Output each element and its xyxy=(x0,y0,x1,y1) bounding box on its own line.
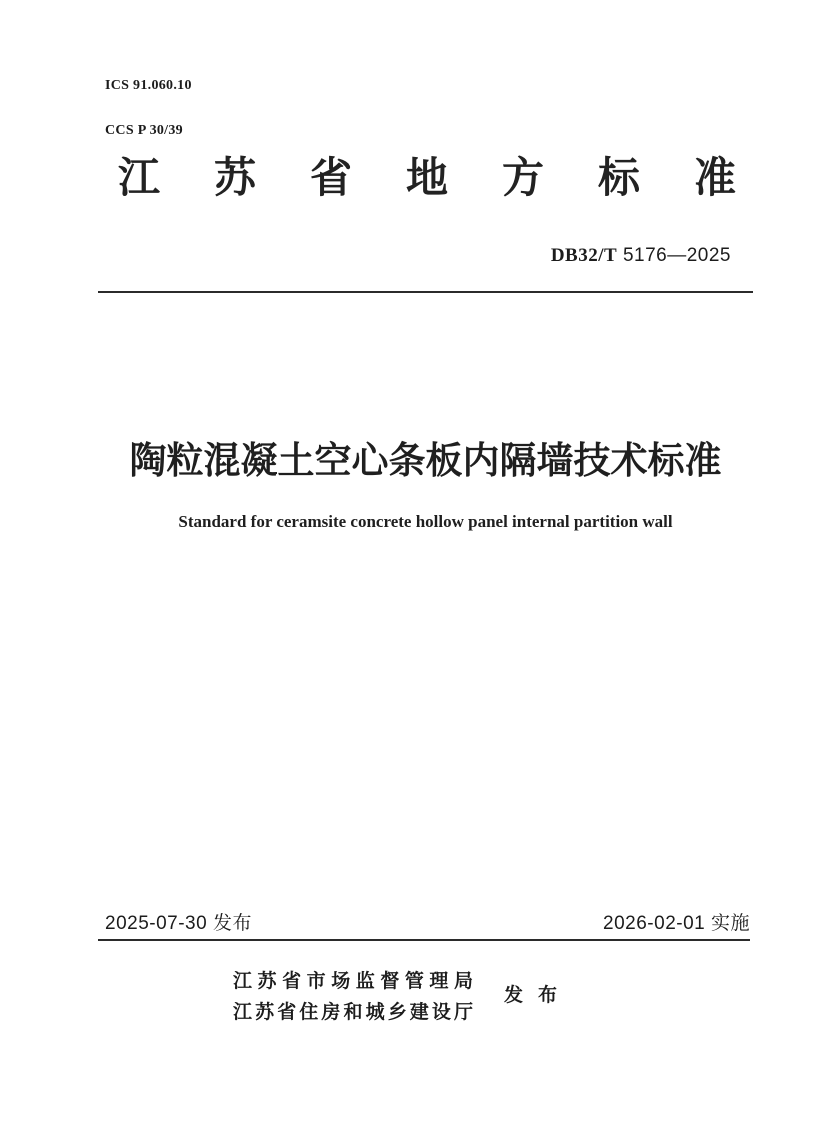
region-standard-title: 江苏省地方标准 xyxy=(118,154,736,201)
document-title-chinese: 陶粒混凝土空心条板内隔墙技术标准 xyxy=(129,440,722,481)
publisher-block xyxy=(233,966,473,1028)
issue-date: 2025-07-30 发布 xyxy=(105,913,252,934)
bottom-divider xyxy=(98,939,750,941)
ccs-code: CCS P 30/39 xyxy=(105,123,183,138)
ics-code: ICS 91.060.10 xyxy=(105,78,192,93)
top-divider xyxy=(98,291,753,293)
classification-codes xyxy=(105,48,192,168)
document-title-english: Standard for ceramsite concrete hollow panel internal partition wall xyxy=(178,512,673,531)
dates-row xyxy=(105,912,750,935)
standard-number-prefix: DB32/T xyxy=(550,245,618,266)
publish-label: 发布 xyxy=(504,985,557,1006)
publisher-line-2: 江苏省住房和城乡建设厅 xyxy=(233,1002,473,1023)
standard-number-value: 5176—2025 xyxy=(617,245,731,266)
publisher-line-1: 江苏省市场监督管理局 xyxy=(233,971,473,992)
standard-number xyxy=(98,245,731,267)
implementation-date: 2026-02-01 实施 xyxy=(603,913,750,934)
